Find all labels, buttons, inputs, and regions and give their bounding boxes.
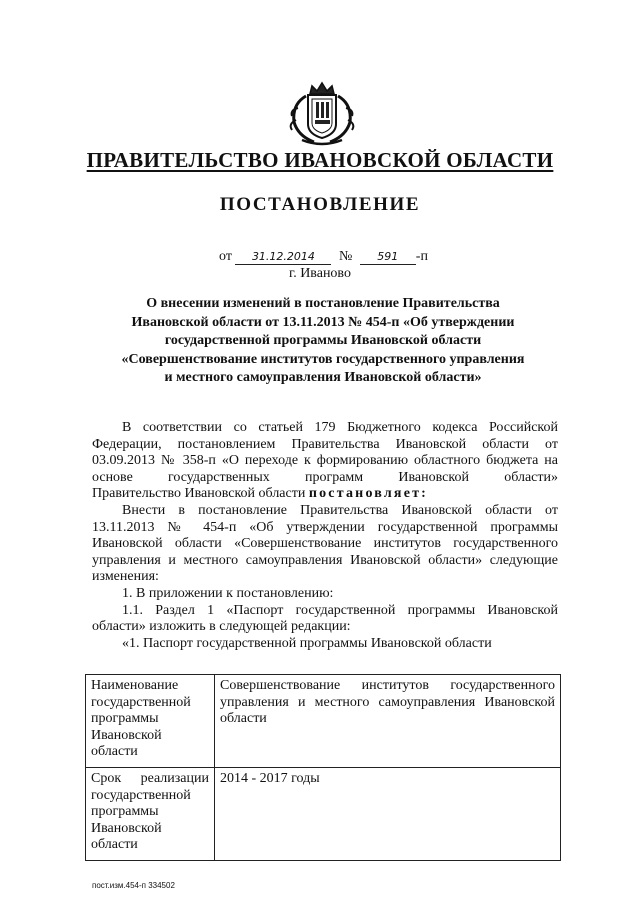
body-paragraph: 1. В приложении к постановлению: bbox=[122, 585, 334, 601]
handwritten-date: 31.12.2014 bbox=[235, 250, 331, 265]
number-suffix: -п bbox=[415, 249, 428, 264]
table-row bbox=[86, 675, 561, 768]
title-line: государственной программы Ивановской области bbox=[164, 333, 482, 348]
document-body bbox=[92, 420, 558, 652]
number-label: № bbox=[338, 249, 353, 264]
body-paragraph: 1.1. Раздел 1 «Паспорт государственной программы Ивановской области» изложить в следующей редакции: bbox=[92, 602, 558, 635]
table-cell-label: Срок реализации государственной программы Ивановской области bbox=[86, 768, 215, 861]
title-line: Ивановской области от 13.11.2013 № 454-п «Об утверждении bbox=[131, 314, 515, 330]
handwritten-number: 591 bbox=[360, 250, 416, 265]
date-number-line bbox=[219, 249, 428, 265]
title-line: «Совершенствование институтов государственного управления bbox=[121, 351, 525, 367]
body-paragraph-ending: Правительство Ивановской области постановляет: bbox=[92, 486, 429, 502]
resolves-word: постановляет: bbox=[308, 486, 429, 502]
table-cell-value: Совершенствование институтов государственного управления и местного самоуправления Ивановской области bbox=[215, 675, 561, 768]
document-type: ПОСТАНОВЛЕНИЕ bbox=[219, 194, 421, 215]
footer-code: пост.изм.454-п 334502 bbox=[92, 881, 175, 890]
title-line: и местного самоуправления Ивановской области» bbox=[164, 370, 482, 385]
body-paragraph: В соответствии со статьей 179 Бюджетного кодекса Российской Федерации, постановлением Правительства Ивановской области от 03.09.2013 № 358-п «О переходе к формированию областного бюджета на основе государственных программ Ивановской области» bbox=[92, 420, 558, 485]
program-passport-table bbox=[85, 674, 561, 861]
coat-of-arms-emblem bbox=[284, 80, 360, 148]
table-cell-value: 2014 - 2017 годы bbox=[215, 768, 561, 861]
date-prefix: от bbox=[219, 249, 232, 264]
government-name: ПРАВИТЕЛЬСТВО ИВАНОВСКОЙ ОБЛАСТИ bbox=[86, 148, 554, 172]
body-paragraph: Внести в постановление Правительства Ивановской области от 13.11.2013 № 454-п «Об утверждении государственной программы Ивановской области «Совершенствование институтов государственного управления и местного самоуправления Ивановской области» следующие изменения: bbox=[92, 502, 558, 585]
table-cell-label: Наименование государственной программы Ивановской области bbox=[86, 675, 215, 768]
title-line: О внесении изменений в постановление Правительства bbox=[146, 296, 500, 311]
document-title bbox=[100, 295, 546, 388]
table-row bbox=[86, 768, 561, 861]
city: г. Иваново bbox=[289, 266, 351, 281]
body-paragraph: «1. Паспорт государственной программы Ивановской области bbox=[122, 635, 492, 651]
